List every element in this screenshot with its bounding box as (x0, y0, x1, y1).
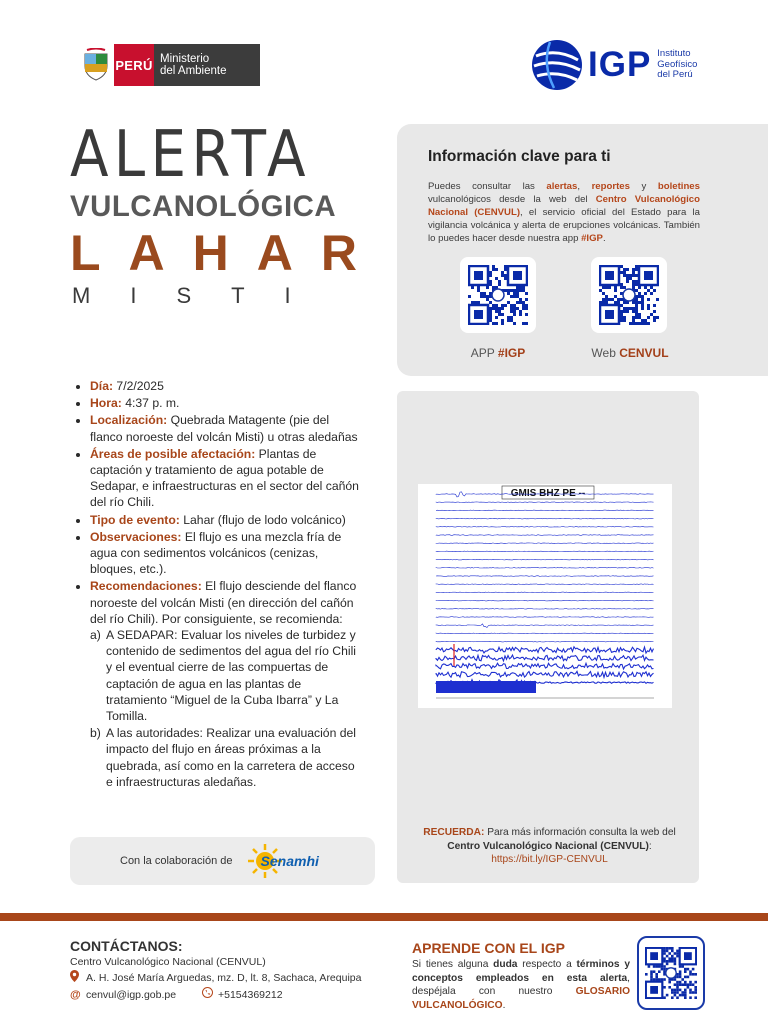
glosario-link[interactable]: GLOSARIO VULCANOLÓGICO (412, 986, 630, 1011)
link-boletines[interactable]: boletines (657, 181, 700, 192)
senamhi-logo (247, 843, 319, 879)
ministry-line2: del Ambiente (160, 65, 227, 77)
contact-address: A. H. José María Arguedas, mz. D, lt. 8, Sachaca, Arequipa (86, 972, 362, 984)
title-lahar: LAHAR (70, 225, 385, 281)
detail-hora: • Hora: 4:37 p. m. (90, 395, 362, 411)
seismogram-plot (418, 484, 672, 708)
title-vulcanologica: VULCANOLÓGICA (70, 190, 337, 223)
igp-logo (530, 38, 697, 92)
qr-web-label: Web CENVUL (591, 346, 669, 360)
location-pin-icon (70, 970, 86, 987)
qr-app-igp[interactable] (460, 257, 536, 333)
qr-pattern (645, 947, 697, 999)
detail-areas: • Áreas de posible afectación: Plantas de captación y tratamiento de agua potable de Sedapar, e infraestructuras en el sector del cañón del río Chili. (90, 446, 362, 511)
detail-dia: • Día: 7/2/2025 (90, 378, 362, 394)
link-app-igp[interactable]: #IGP (581, 233, 603, 244)
title-alerta: ALERTA (70, 118, 311, 192)
footer-divider (0, 913, 768, 921)
recuerda-note: RECUERDA: Para más información consulta la web del Centro Vulcanológico Nacional (CENVUL): https://bit.ly/IGP-CENVUL (423, 827, 676, 865)
contact-info (70, 955, 380, 1003)
qr-code-icon (460, 257, 536, 333)
seismogram-station-label: GMIS BHZ PE -- (510, 488, 586, 499)
collaboration-box (70, 837, 375, 885)
qr-pattern (599, 265, 659, 325)
ministry-line1: Ministerio (160, 53, 210, 65)
contact-email-phone-row (70, 987, 380, 1003)
igp-globe-icon (530, 38, 584, 92)
detail-observaciones: • Observaciones: El flujo es una mezcla fría de agua con sedimentos volcánicos (cenizas, bloques, etc.). (90, 529, 362, 578)
recommendation-a: a) A SEDAPAR: Evaluar los niveles de turbidez y contenido de sedimentos del agua del río Chili y el eventual cierre de las compuertas de captación de agua en las plantas de tratamiento “Miguel de la Cuba Ibarra” y La Tomilla. (90, 628, 357, 724)
qr-code-icon (591, 257, 667, 333)
qr-web-cenvul[interactable] (591, 257, 667, 333)
contact-email[interactable]: cenvul@igp.gob.pe (86, 988, 177, 1001)
contact-address-row (70, 970, 380, 987)
cenvul-link[interactable]: https://bit.ly/IGP-CENVUL (491, 854, 608, 865)
title-misti: MISTI (72, 283, 331, 308)
qr-pattern (468, 265, 528, 325)
contact-heading: CONTÁCTANOS: (70, 938, 183, 954)
ministry-name (154, 44, 260, 86)
event-details (72, 378, 362, 791)
at-sign-icon: @ (70, 988, 81, 1001)
link-reportes[interactable]: reportes (591, 181, 630, 192)
detail-localizacion: • Localización: Quebrada Matagente (pie del flanco noroeste del volcán Misti) u otras aledañas (90, 412, 362, 444)
qr-glosario[interactable] (637, 936, 705, 1010)
recommendation-b: b) A las autoridades: Realizar una evaluación del impacto del flujo en áreas próximas a la quebrada, así como en la carretera de acceso e infraestructuras aledañas. (90, 726, 357, 789)
collab-text: Con la colaboración de (120, 855, 233, 867)
info-paragraph: Puedes consultar las alertas, reportes y boletines vulcanológicos desde la web del Centro Vulcanológico Nacional (CENVUL), el servicio oficial del Estado para la vigilancia volcánica y alerta de erupciones volcánicas. También lo puedes hacer desde nuestra app #IGP. (428, 181, 700, 244)
igp-sub-line3: del Perú (657, 69, 693, 81)
link-alertas[interactable]: alertas (546, 181, 578, 192)
contact-phone[interactable]: +5154369212 (218, 988, 283, 1001)
aprende-heading: APRENDE CON EL IGP (412, 940, 565, 956)
peru-coat-of-arms-icon (78, 44, 114, 86)
aprende-text: Si tienes alguna duda respecto a términos y conceptos empleados en esta alerta, despéjala con nuestro GLOSARIO VULCANOLÓGICO. (412, 959, 630, 1011)
detail-tipo: • Tipo de evento: Lahar (flujo de lodo volcánico) (90, 512, 362, 528)
detail-recomendaciones: • Recomendaciones: El flujo desciende del flanco noroeste del volcán Misti (en dirección del cañón del río Chili). Por consiguiente, se recomienda: a) A SEDAPAR: Evaluar los niveles de turbidez y contenido de sedimentos del agua del río Chili y el eventual cierre de las compuertas de captación de agua en las plantas de tratamiento “Miguel de la Cuba Ibarra” y La Tomilla. b) A las autoridades: Realizar una evaluación del impacto del flujo en áreas próximas a la quebrada, así como en la carretera de acceso e infraestructuras aledañas. (90, 578, 362, 790)
senamhi-wordmark: Senamhi (260, 853, 319, 869)
igp-sub-line2: Geofísico (657, 58, 698, 70)
peru-label: PERÚ (114, 44, 154, 86)
link-cenvul[interactable]: Centro Vulcanológico Nacional (CENVUL) (428, 194, 700, 218)
phone-icon (202, 987, 218, 1003)
seismogram-image (418, 484, 672, 708)
igp-wordmark: IGP (588, 45, 652, 84)
qr-app-label: APP #IGP (470, 346, 526, 360)
info-heading: Información clave para ti (428, 148, 611, 165)
igp-subtitle (657, 49, 697, 81)
contact-org: Centro Vulcanológico Nacional (CENVUL) (70, 956, 266, 968)
peru-ministerio-logo (78, 44, 260, 86)
igp-sub-line1: Instituto (657, 48, 691, 60)
